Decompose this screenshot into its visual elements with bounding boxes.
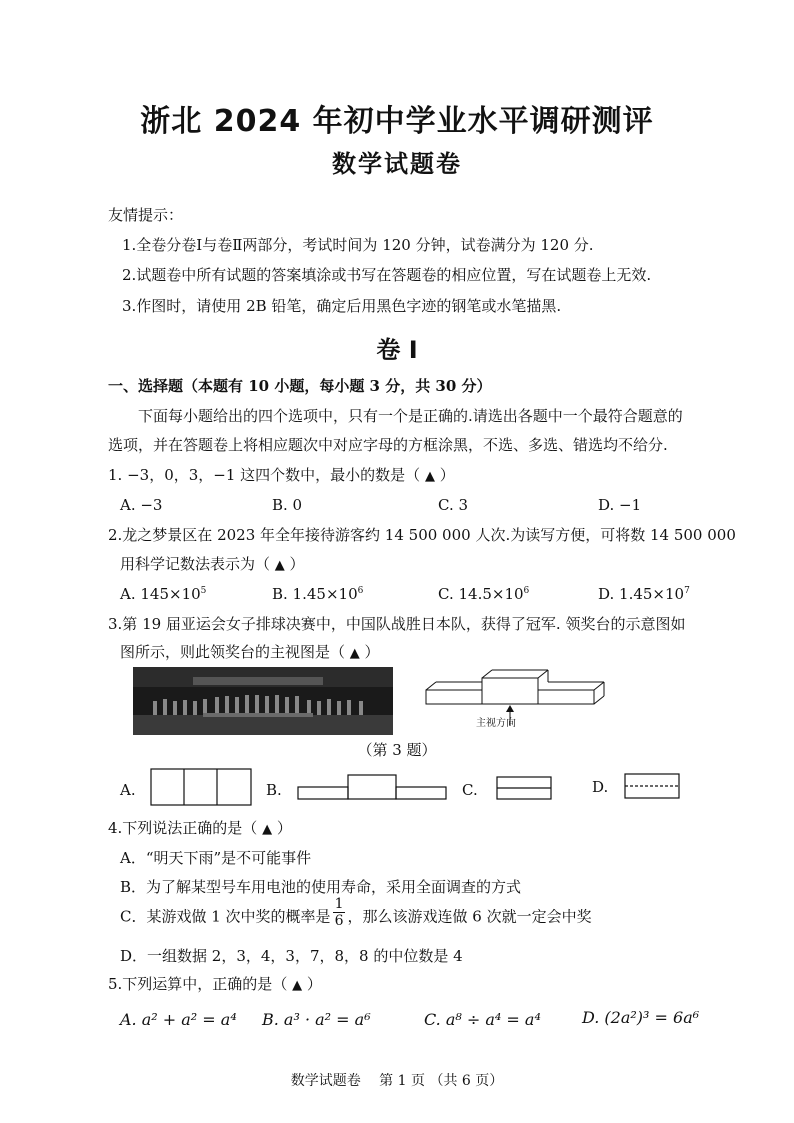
answer-triangle-icon: ▲ [292,978,303,993]
q3-option-b-figure [297,774,447,800]
tip-item-3: 3.作图时，请使用 2B 铅笔，确定后用黑色字迹的钢笔或水笔描黑. [122,297,562,315]
q3-option-c-label: C. [462,781,478,799]
section-heading: 一、选择题（本题有 10 小题，每小题 3 分，共 30 分） [108,377,492,395]
tip-item-1: 1.全卷分卷Ⅰ与卷Ⅱ两部分，考试时间为 120 分钟，试卷满分为 120 分. [122,236,594,254]
q2-option-d: D. $1.45\times 10^7$ [598,585,690,603]
volume-title: 卷 I [376,336,418,364]
probability-fraction: $\frac{1}{6}$ [334,896,344,929]
answer-triangle-icon: ▲ [274,558,285,573]
q4-option-b: B．为了解某型号车用电池的使用寿命，采用全面调查的方式 [120,878,522,896]
podium-photo [133,667,393,735]
answer-triangle-icon: ▲ [262,822,273,837]
exam-title: 浙北 2024 年初中学业水平调研测评 [140,104,654,139]
q2-option-b: B. $1.45\times 10^6$ [272,585,364,603]
q3-option-d-figure [624,773,680,799]
section-instructions-1: 下面每小题给出的四个选项中，只有一个是正确的.请选出各题中一个最符合题意的 [138,407,683,425]
q3-stem-line1: 3.第 19 届亚运会女子排球决赛中，中国队战胜日本队，获得了冠军. 领奖台的示意图如 [108,615,686,633]
q5-option-c: C. a⁸ ÷ a⁴ = a⁴ [424,1010,541,1029]
q4-stem: 4.下列说法正确的是（ ▲ ） [108,819,292,837]
exam-subtitle: 数学试题卷 [332,150,462,178]
q1-option-b: B. 0 [272,496,303,514]
q3-option-d-label: D. [592,778,609,796]
q3-option-c-figure [496,776,552,800]
answer-triangle-icon: ▲ [424,469,435,484]
q3-option-a-label: A. [120,781,136,799]
q1-option-c: C. 3 [438,496,469,514]
q2-option-a: A. $145\times 10^5$ [120,585,207,603]
q5-option-b: B. a³ · a² = a⁶ [262,1010,371,1029]
view-direction-label: 主视方向 [476,718,516,729]
q3-option-a-figure [150,768,252,806]
q4-option-d: D．一组数据 2，3，4，3，7，8，8 的中位数是 4 [120,947,463,965]
q5-stem: 5.下列运算中，正确的是（ ▲ ） [108,975,322,993]
q4-option-c: C．某游戏做 1 次中奖的概率是 $\frac{1}{6}$ ，那么该游戏连做 6 次就一定会中奖 [120,896,592,929]
page-footer: 数学试题卷 第 1 页 （共 6 页） [290,1073,504,1089]
section-instructions-2: 选项，并在答题卷上将相应题次中对应字母的方框涂黑，不选、多选、错选均不给分. [108,436,668,454]
q1-option-d: D. −1 [598,496,642,514]
q2-stem-line2: 用科学记数法表示为（ ▲ ） [120,555,305,573]
q5-option-a: A. a² + a² = a⁴ [120,1010,237,1029]
q3-stem-line2: 图所示，则此领奖台的主视图是（ ▲ ） [120,643,380,661]
tip-item-2: 2.试题卷中所有试题的答案填涂或书写在答题卷的相应位置，写在试题卷上无效. [122,266,652,284]
q1-stem: 1. −3，0，3，−1 这四个数中，最小的数是（ ▲ ） [108,466,455,484]
q4-option-a: A．“明天下雨”是不可能事件 [120,849,312,867]
q3-caption: （第 3 题） [357,741,437,759]
q1-option-a: A. −3 [120,496,163,514]
q2-option-c: C. $14.5\times 10^6$ [438,585,530,603]
tips-label: 友情提示： [108,206,184,224]
q5-option-d: D. (2a²)³ = 6a⁶ [582,1008,700,1027]
q3-option-b-label: B. [266,781,282,799]
answer-triangle-icon: ▲ [349,646,360,661]
q2-stem-line1: 2.龙之梦景区在 2023 年全年接待游客约 14 500 000 人次.为读写方便，可将数 14 500 000 [108,526,736,544]
